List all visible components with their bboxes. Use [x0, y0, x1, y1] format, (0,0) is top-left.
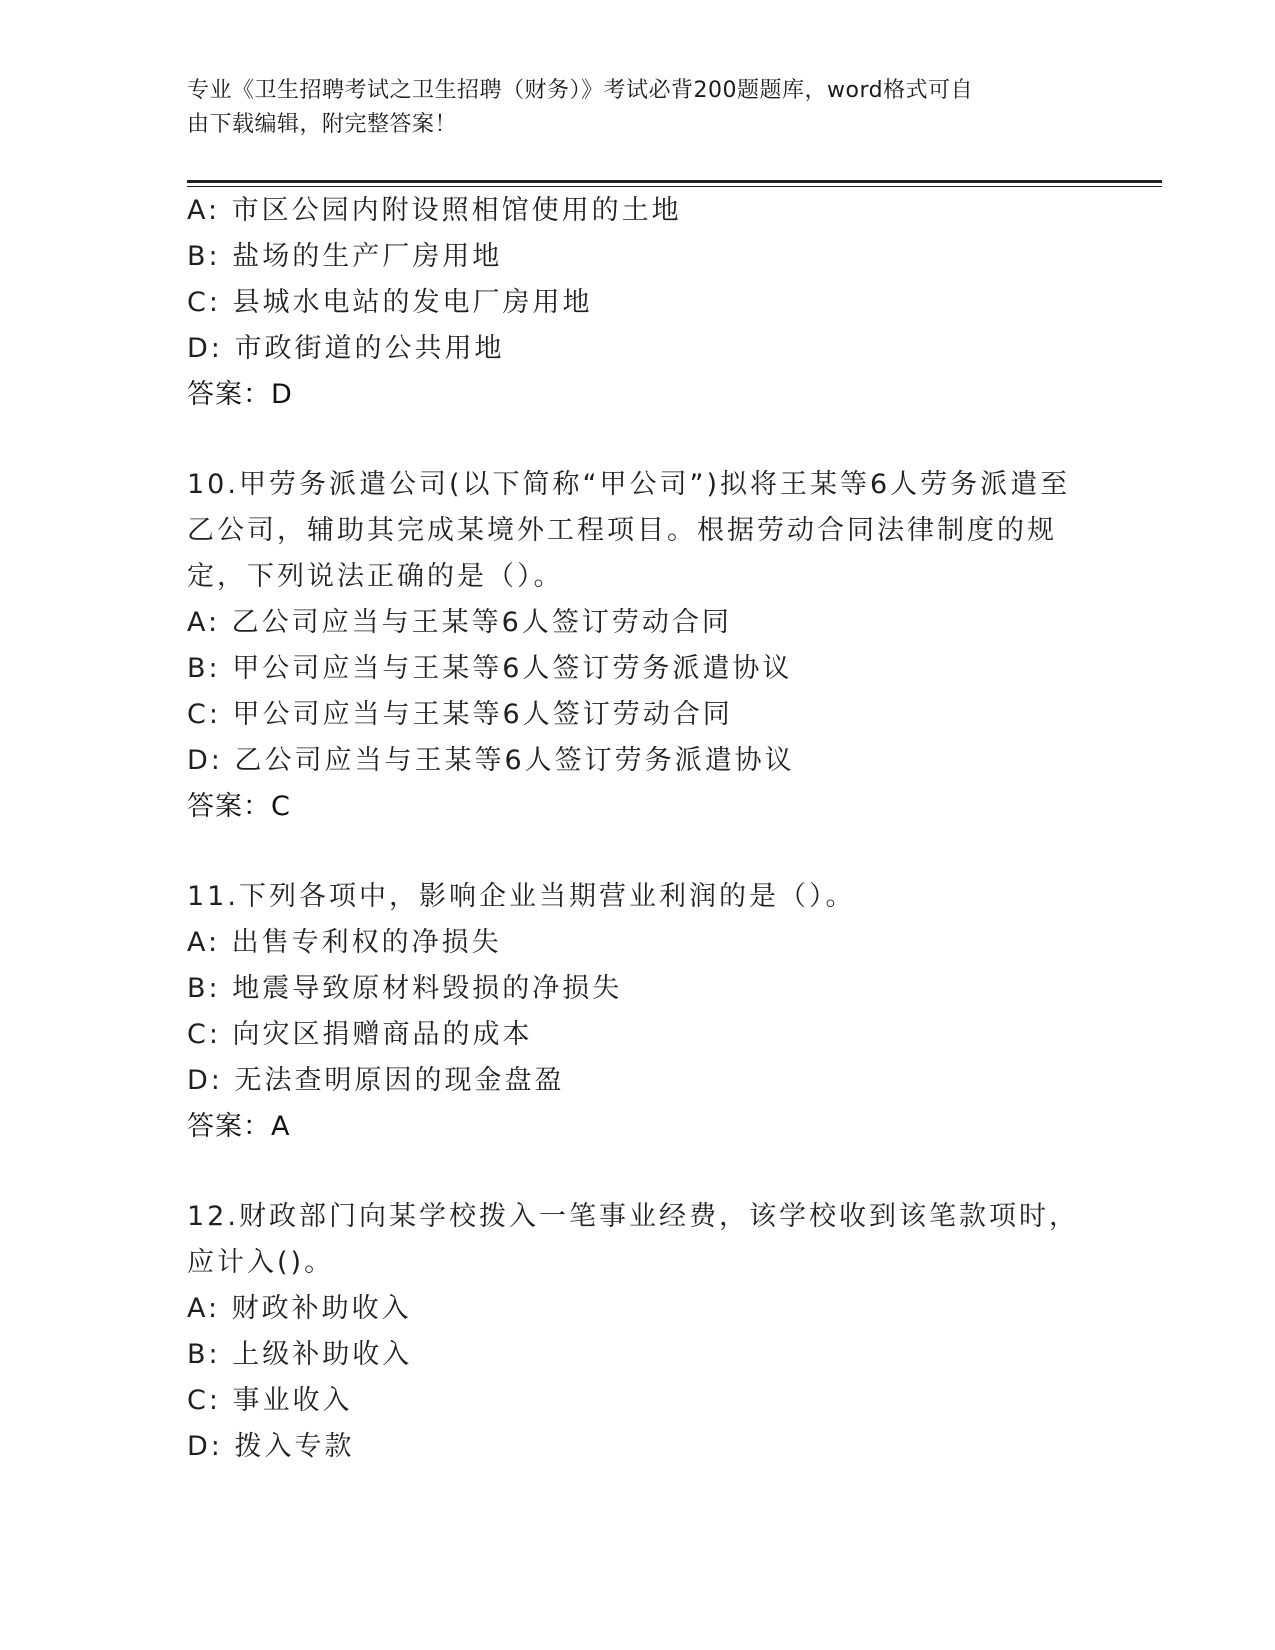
question-9 [187, 188, 1087, 418]
document-header [187, 74, 1087, 142]
header-line-2: 由下载编辑，附完整答案！ [187, 112, 458, 137]
option-c: C: 事业收入 [187, 1385, 353, 1416]
spacer [187, 418, 1087, 462]
option-b: B: 上级补助收入 [187, 1339, 413, 1370]
question-text: 12.财政部门向某学校拨入一笔事业经费，该学校收到该笔款项时，应计入()。 [187, 1201, 1079, 1278]
question-text: 11.下列各项中，影响企业当期营业利润的是（）。 [187, 881, 856, 912]
option-a: A: 出售专利权的净损失 [187, 927, 502, 958]
question-text: 10.甲劳务派遣公司(以下简称“甲公司”)拟将王某等6人劳务派遣至乙公司，辅助其完成某境外工程项目。根据劳动合同法律制度的规定，下列说法正确的是（）。 [187, 469, 1071, 592]
answer-label: 答案：A [187, 1111, 291, 1142]
option-a: A: 财政补助收入 [187, 1293, 412, 1324]
option-c: C: 甲公司应当与王某等6人签订劳动合同 [187, 699, 733, 730]
question-list [187, 188, 1087, 1470]
answer-label: 答案：D [187, 379, 293, 410]
option-d: D: 乙公司应当与王某等6人签订劳务派遣协议 [187, 745, 795, 776]
header-line-1: 专业《卫生招聘考试之卫生招聘（财务）》考试必背200题题库，word格式可自 [187, 78, 974, 103]
option-d: D: 无法查明原因的现金盘盈 [187, 1065, 565, 1096]
spacer [187, 1150, 1087, 1194]
header-divider-thick [187, 180, 1162, 183]
question-10 [187, 462, 1087, 830]
option-b: B: 地震导致原材料毁损的净损失 [187, 973, 623, 1004]
option-a: A: 乙公司应当与王某等6人签订劳动合同 [187, 607, 732, 638]
option-d: D: 市政街道的公共用地 [187, 333, 505, 364]
option-a: A: 市区公园内附设照相馆使用的土地 [187, 195, 682, 226]
question-11 [187, 874, 1087, 1150]
header-divider-thin [187, 186, 1162, 187]
option-d: D: 拨入专款 [187, 1431, 355, 1462]
answer-label: 答案：C [187, 791, 291, 822]
option-c: C: 县城水电站的发电厂房用地 [187, 287, 593, 318]
question-12 [187, 1194, 1087, 1470]
option-c: C: 向灾区捐赠商品的成本 [187, 1019, 533, 1050]
option-b: B: 甲公司应当与王某等6人签订劳务派遣协议 [187, 653, 793, 684]
option-b: B: 盐场的生产厂房用地 [187, 241, 503, 272]
spacer [187, 830, 1087, 874]
